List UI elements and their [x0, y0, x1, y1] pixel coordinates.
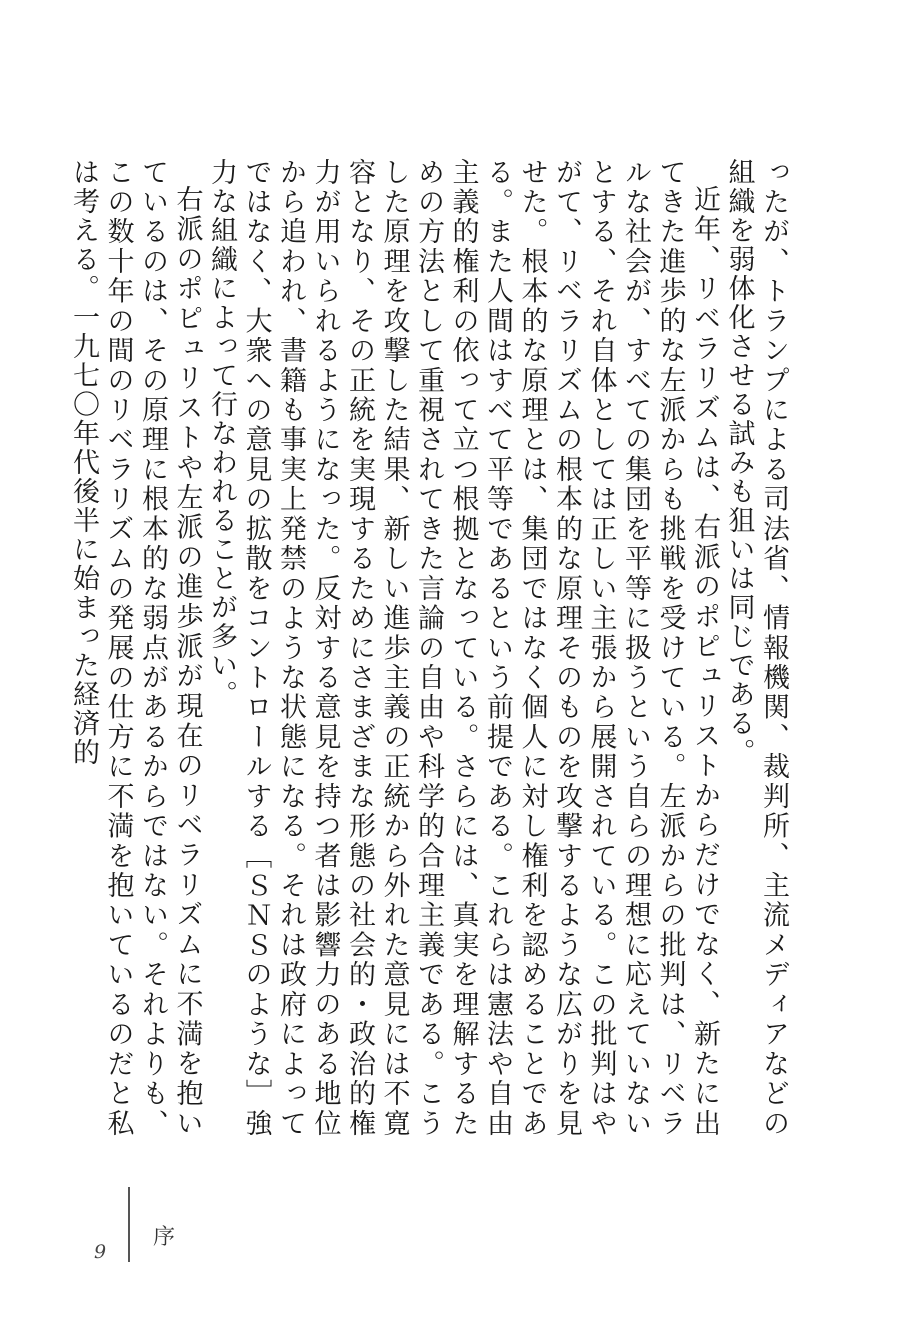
section-label: 序	[153, 1225, 176, 1250]
page-number: 9	[94, 1241, 107, 1263]
footer-divider	[128, 1187, 130, 1262]
paragraph: 右派のポピュリストや左派の進歩派が現在のリベラリズムに不満を抱いているのは、その原理に根本的な弱点があるからではない。それよりも、この数十年の間のリベラリズムの発展の仕方に不満を抱いているのだと私は考える。一九七〇年代後半に始まった経済的	[68, 158, 203, 1138]
body-text	[68, 158, 790, 1138]
paragraph: 近年、リベラリズムは、右派のポピュリストからだけでなく、新たに出てきた進歩的な左派からも挑戦を受けている。左派からの批判は、リベラルな社会が、すべての集団を平等に扱うという自らの理想に応えていないとする、それ自体としては正しい主張から展開されている。この批判はやがて、リベラリズムの根本的な原理そのものを攻撃するような広がりを見せた。根本的な原理とは、集団ではなく個人に対し権利を認めることである。また人間はすべて平等であるという前提である。これらは憲法や自由主義的権利の依って立つ根拠となっている。さらには、真実を理解するための方法として重視されてきた言論の自由や科学的合理主義である。こうした原理を攻撃した結果、新しい進歩主義の正統から外れた意見には不寛容となり、その正統を実現するためにさまざまな形態の社会的・政治的権力が用いられるようになった。反対する意見を持つ者は影響力のある地位から追われ、書籍も事実上発禁のような状態になる。それは政府によってではなく、大衆への意見の拡散をコントロールする［ＳＮＳのような］強力な組織によって行なわれることが多い。	[206, 158, 720, 1138]
paragraph: ったが、トランプによる司法省、情報機関、裁判所、主流メディアなどの組織を弱体化させる試みも狙いは同じである。	[723, 158, 789, 1138]
